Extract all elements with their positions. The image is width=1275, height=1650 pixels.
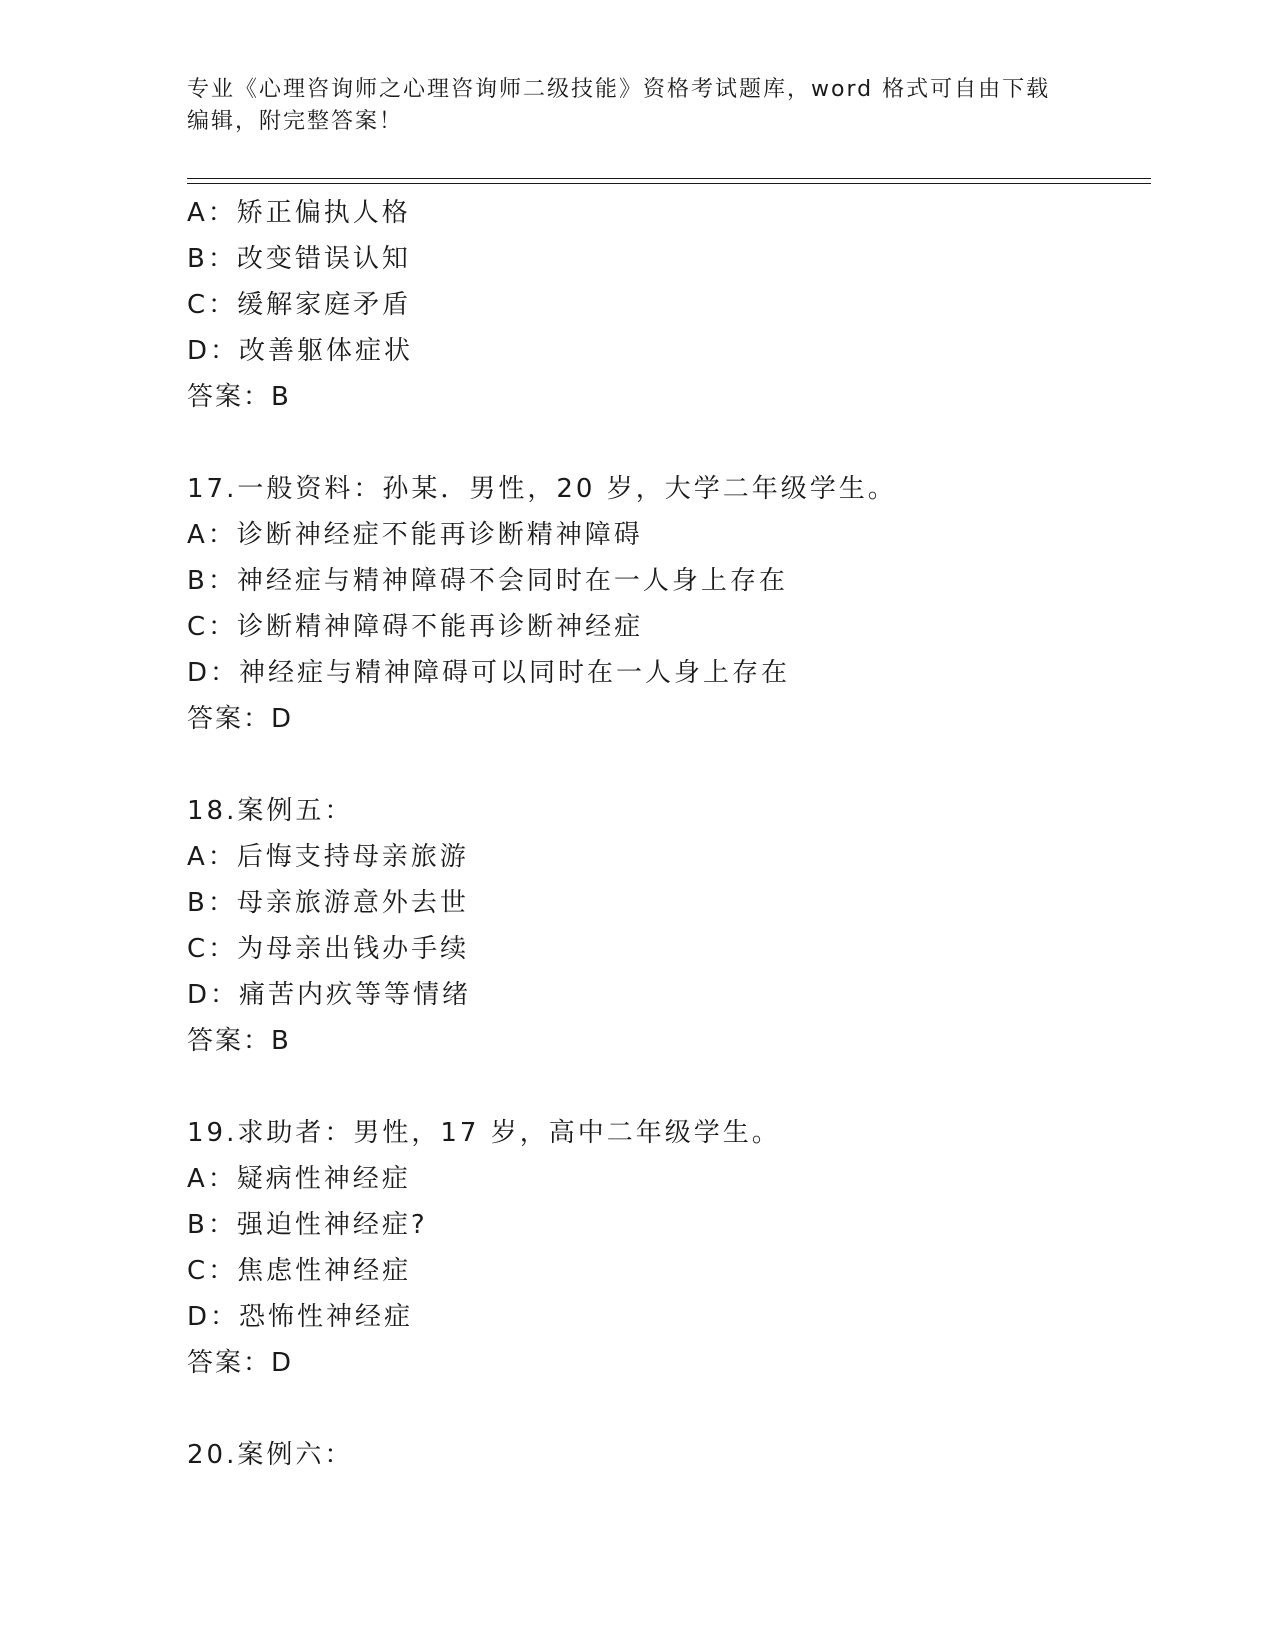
option-b: B：改变错误认知 [187,244,411,274]
option-c: C：为母亲出钱办手续 [187,934,470,964]
header-line-1: 专业《心理咨询师之心理咨询师二级技能》资格考试题库，word 格式可自由下载 [187,77,1051,102]
question-20 [187,1432,1147,1478]
option-d: D：恐怖性神经症 [187,1302,414,1332]
option-c: C：缓解家庭矛盾 [187,290,412,320]
option-a: A：诊断神经症不能再诊断精神障碍 [187,520,643,550]
option-b: B：母亲旅游意外去世 [187,888,469,918]
spacer [187,742,1147,788]
option-b: B：强迫性神经症? [187,1210,428,1240]
option-a: A：矫正偏执人格 [187,198,411,228]
answer: 答案：B [187,382,291,412]
option-d: D：痛苦内疚等等情绪 [187,980,472,1010]
question-stem: 20.案例六： [187,1440,354,1470]
answer: 答案：D [187,1348,294,1378]
question-stem: 17.一般资料：孙某．男性，20 岁，大学二年级学生。 [187,474,897,504]
header-divider-bottom [187,183,1151,184]
question-16 [187,190,1147,420]
option-d: D：神经症与精神障碍可以同时在一人身上存在 [187,658,791,688]
question-stem: 18.案例五： [187,796,354,826]
option-a: A：疑病性神经症 [187,1164,411,1194]
document-header [187,74,1087,138]
header-line-2: 编辑，附完整答案！ [187,109,404,134]
header-divider-top [187,178,1151,179]
question-list [187,190,1147,1478]
option-c: C：诊断精神障碍不能再诊断神经症 [187,612,644,642]
question-19 [187,1110,1147,1386]
spacer [187,1064,1147,1110]
spacer [187,1386,1147,1432]
spacer [187,420,1147,466]
option-b: B：神经症与精神障碍不会同时在一人身上存在 [187,566,788,596]
question-stem: 19.求助者：男性，17 岁，高中二年级学生。 [187,1118,781,1148]
question-17 [187,466,1147,742]
option-d: D：改善躯体症状 [187,336,414,366]
option-c: C：焦虑性神经症 [187,1256,412,1286]
question-18 [187,788,1147,1064]
option-a: A：后悔支持母亲旅游 [187,842,469,872]
answer: 答案：D [187,704,294,734]
answer: 答案：B [187,1026,291,1056]
